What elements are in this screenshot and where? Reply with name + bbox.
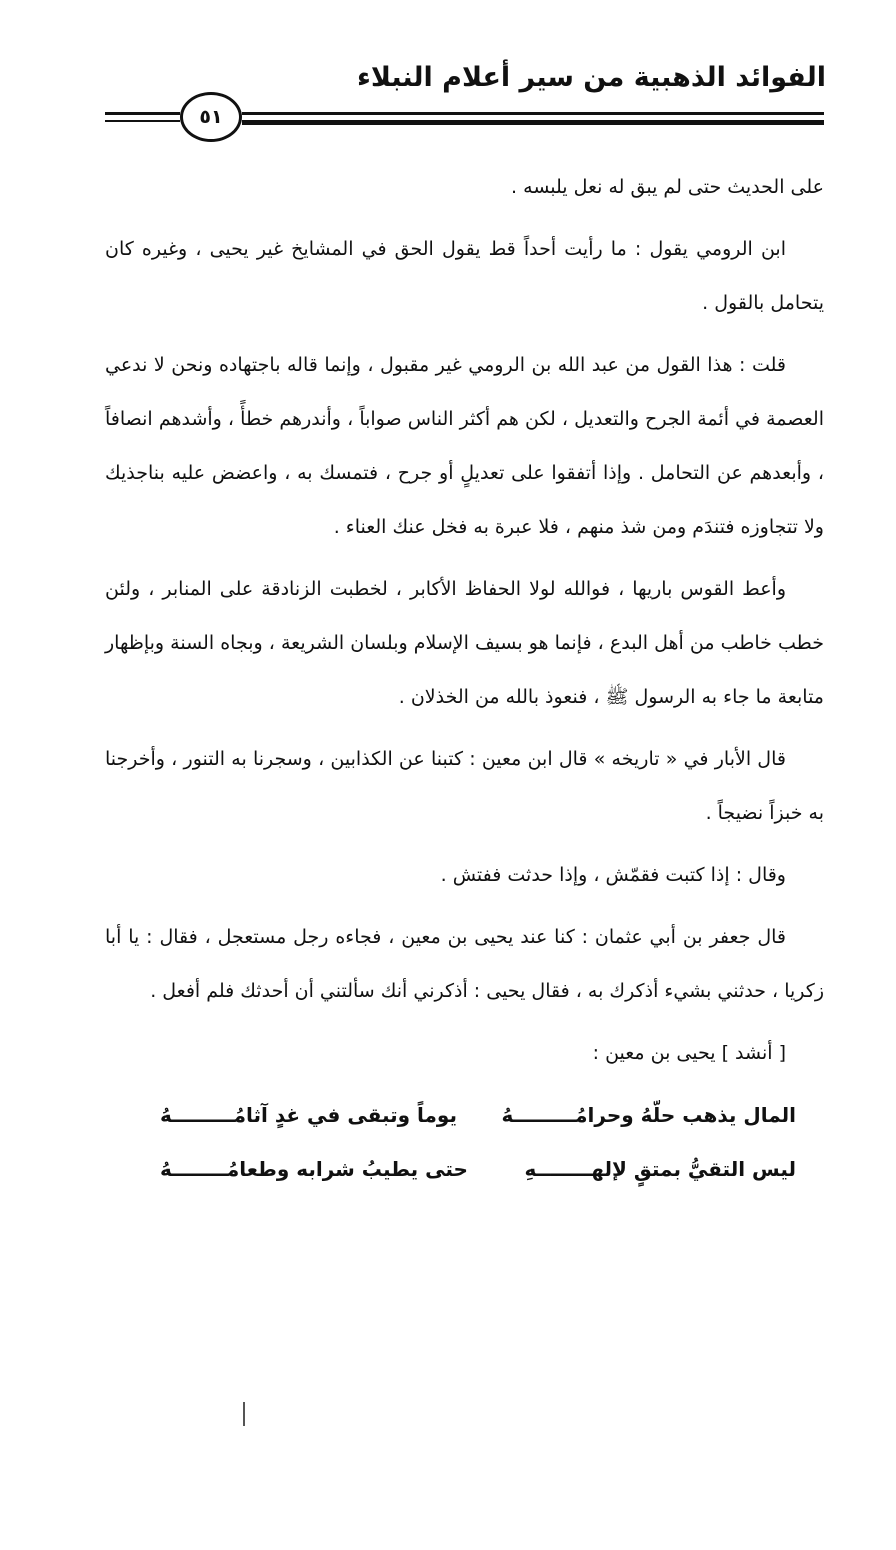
- paragraph-6: وقال : إذا كتبت فقمّش ، وإذا حدثت ففتش .: [440, 864, 786, 886]
- verse-1-second-hemistich: يوماً وتبقى في غدٍ آثامُـــــــــهُ: [160, 1103, 457, 1127]
- paragraph-1: على الحديث حتى لم يبق له نعل يلبسه .: [511, 176, 824, 198]
- paragraph-3: قلت : هذا القول من عبد الله بن الرومي غير مقبول ، وإنما قاله باجتهاده ونحن لا ندعي العصمة في أئمة الجرح والتعديل ، لكن هم أكثر الناس صواباً ، وأندرهم خطأً ، وأشدهم انصافاً ، وأبعدهم عن التحامل . وإذا أتفقوا على تعديلٍ أو جرح ، فتمسك به ، واعضض عليه بناجذيك ولا تتجاوزه فتندَم ومن شذ منهم ، فلا عبرة به فخل عنك العناء .: [105, 354, 824, 538]
- verse-intro: [ أنشد ] يحيى بن معين :: [592, 1042, 786, 1064]
- header-rule-left-top: [105, 112, 180, 115]
- verse-line-1: [105, 1088, 824, 1142]
- scan-mark: [243, 1402, 245, 1426]
- running-title: الفوائد الذهبية من سير أعلام النبلاء: [357, 62, 826, 93]
- header-rule-right-bottom: [242, 120, 824, 125]
- page-number: ٥١: [180, 92, 242, 142]
- header-rule-right-top: [242, 112, 824, 115]
- verse-2-second-hemistich: حتى يطيبُ شرابه وطعامُــــــــهُ: [160, 1157, 468, 1181]
- verse-line-2: [105, 1142, 824, 1196]
- paragraph-5: قال الأبار في « تاريخه » قال ابن معين : كتبنا عن الكذابين ، وسجرنا به التنور ، وأخرجنا به خبزاً نضيجاً .: [105, 748, 824, 824]
- paragraph-2: ابن الرومي يقول : ما رأيت أحداً قط يقول الحق في المشايخ غير يحيى ، وغيره كان يتحامل بالقول .: [105, 238, 824, 314]
- body-text: [105, 160, 824, 1196]
- paragraph-7: قال جعفر بن أبي عثمان : كنا عند يحيى بن معين ، فجاءه رجل مستعجل ، فقال : يا أبا زكريا ، حدثني بشيء أذكرك به ، فقال يحيى : أذكرني أنك سألتني أن أحدثك فلم أفعل .: [105, 926, 824, 1002]
- verse-2-first-hemistich: ليس التقيُّ بمتقٍ لإلهــــــــهِ: [524, 1157, 796, 1181]
- header-rule-left-bottom: [105, 120, 180, 122]
- paragraph-4: وأعط القوس باريها ، فوالله لولا الحفاظ الأكابر ، لخطبت الزنادقة على المنابر ، ولئن خطب خاطب من أهل البدع ، فإنما هو بسيف الإسلام وبلسان الشريعة ، وبجاه السنة وبإظهار متابعة ما جاء به الرسول ﷺ ، فنعوذ بالله من الخذلان .: [105, 578, 824, 708]
- verse-1-first-hemistich: المال يذهب حلّهُ وحرامُـــــــــهُ: [501, 1103, 796, 1127]
